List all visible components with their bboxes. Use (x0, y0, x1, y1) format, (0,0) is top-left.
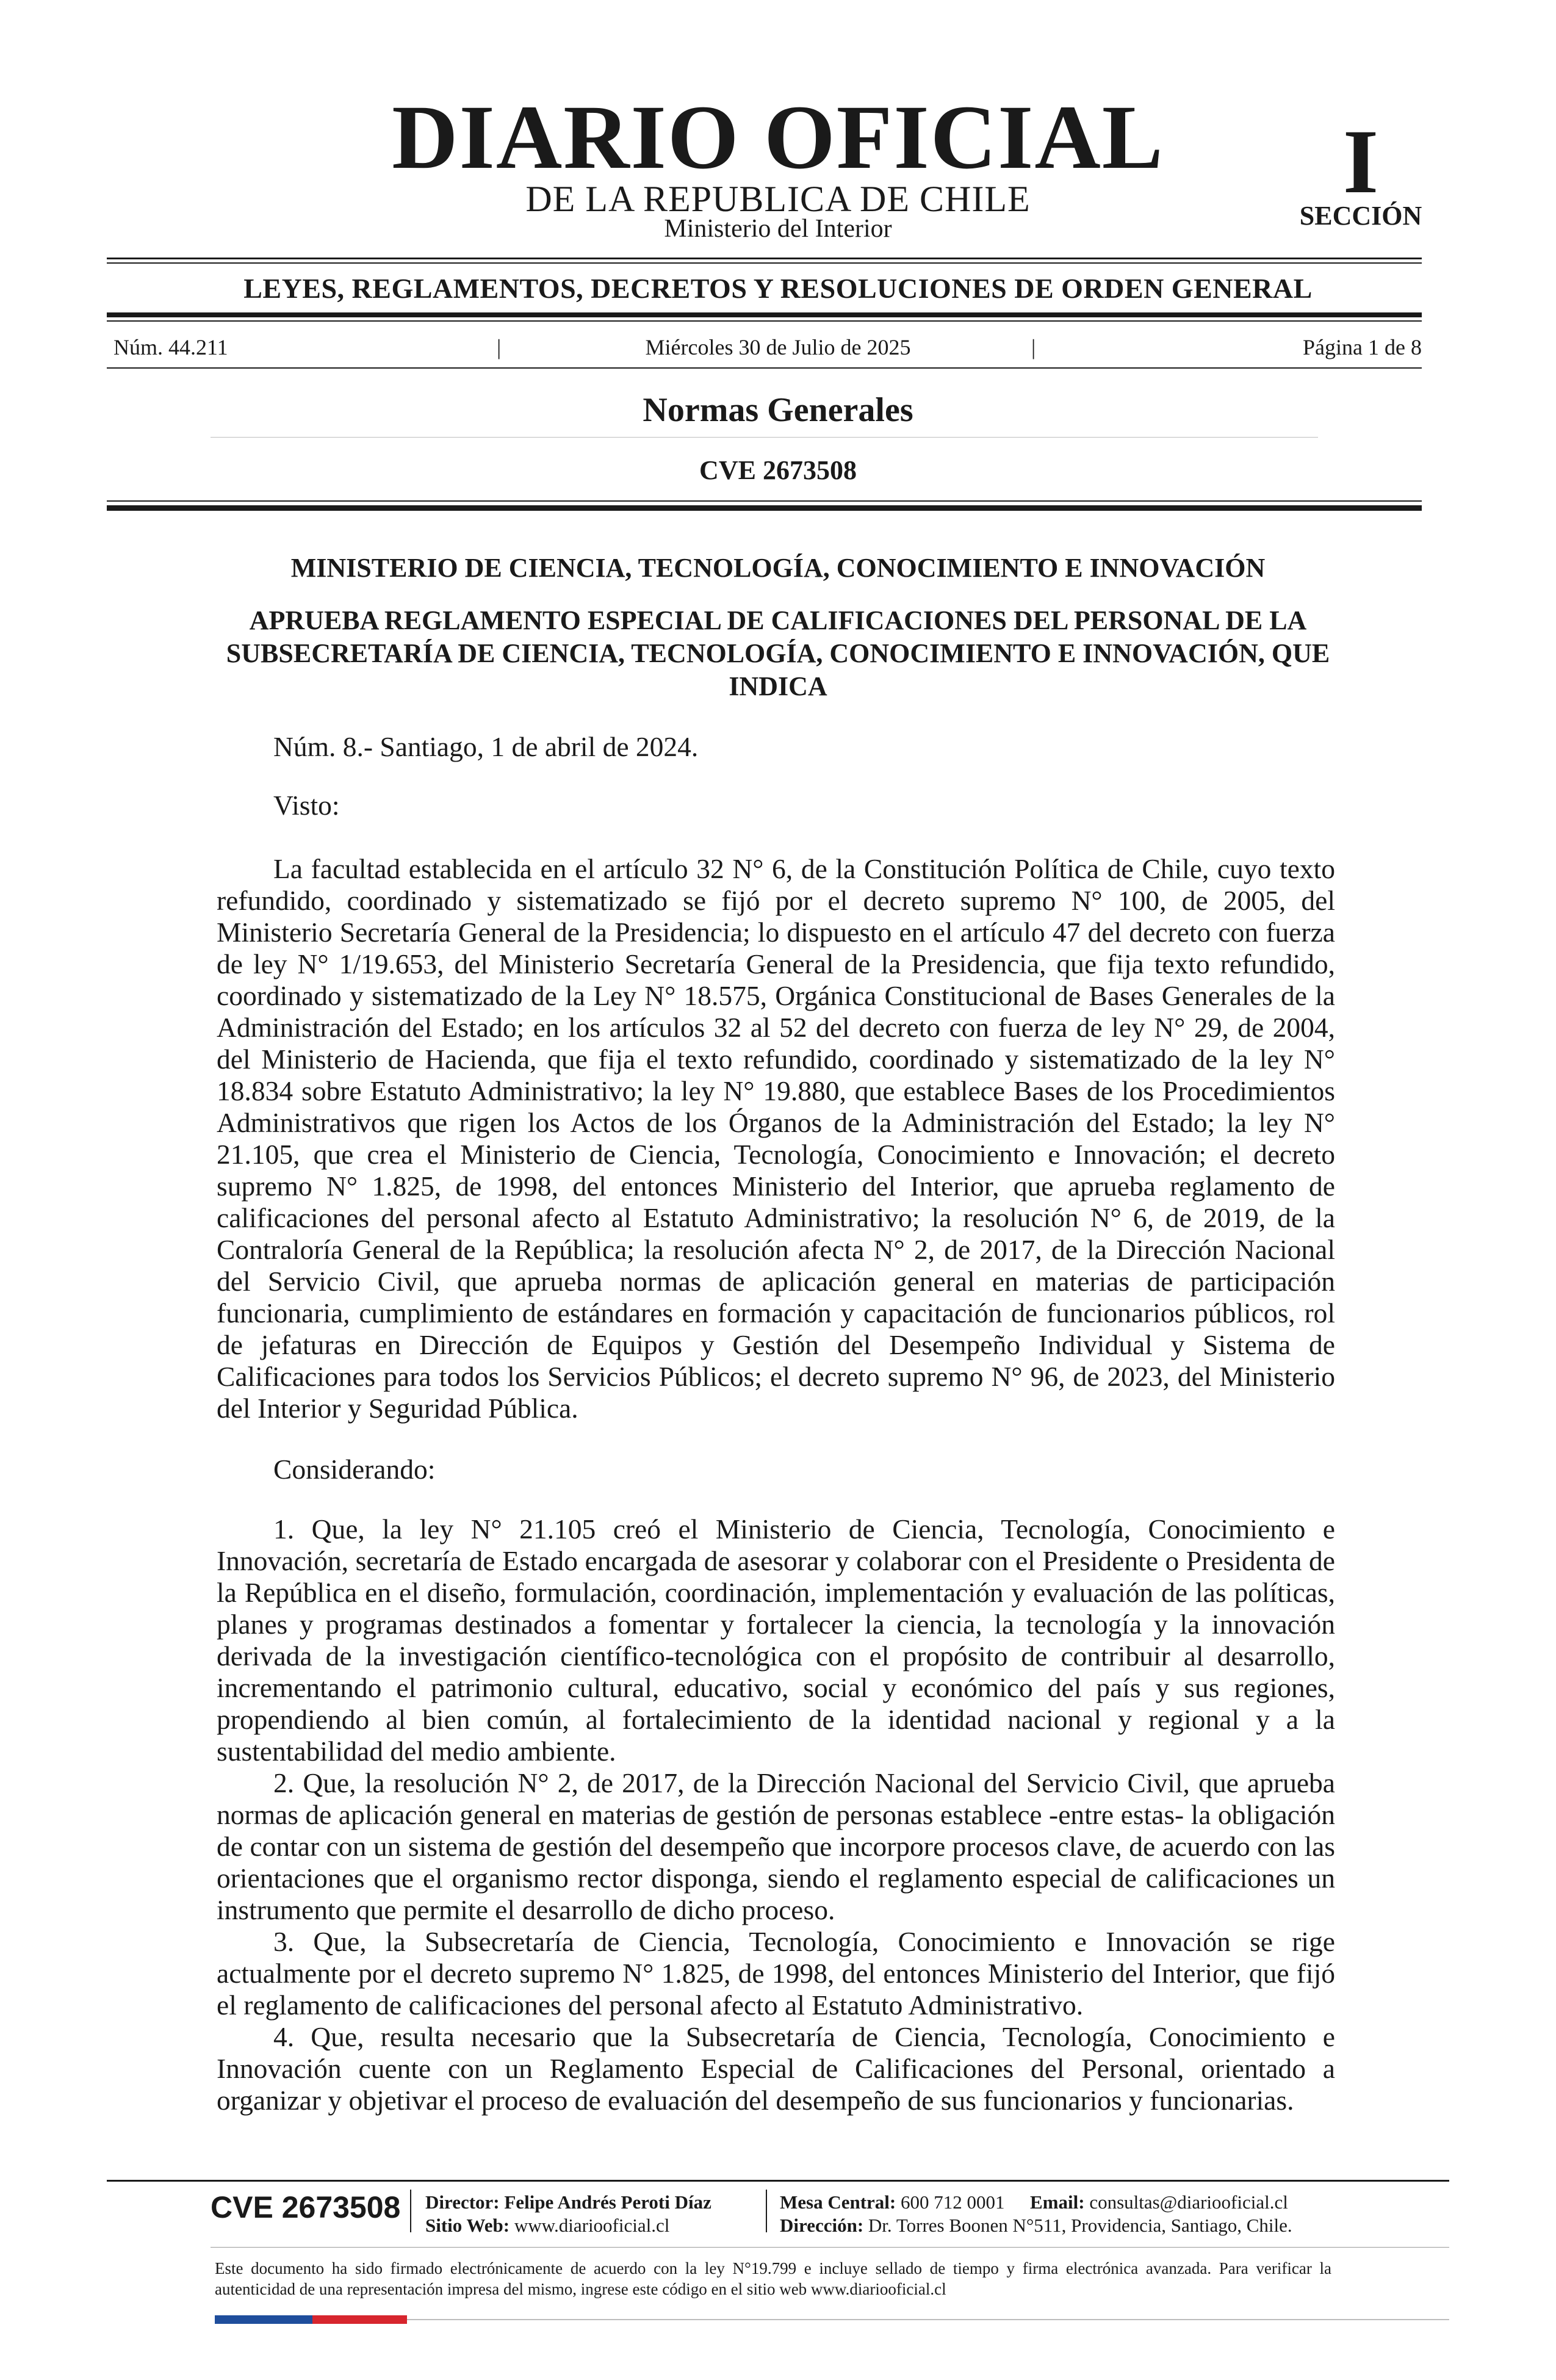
banner-heading: LEYES, REGLAMENTOS, DECRETOS Y RESOLUCIONES DE ORDEN GENERAL (243, 273, 1313, 304)
footer-website-link[interactable]: www.diariooficial.cl (514, 2215, 670, 2236)
ministry-heading: MINISTERIO DE CIENCIA, TECNOLOGÍA, CONOCIMIENTO E INNOVACIÓN (290, 553, 1266, 583)
banner-rule-thin (107, 320, 1422, 322)
masthead-subtitle: DE LA REPUBLICA DE CHILE (525, 179, 1031, 219)
considerando-item: 1. Que, la ley N° 21.105 creó el Ministerio de Ciencia, Tecnología, Conocimiento e Innovación, secretaría de Estado encargada de asesorar y colaborar con el Presidente o Presidenta de la República en el diseño, formulación, coordinación, implementación y evaluación de las políticas, planes y programas destinados a fomentar y fortalecer la ciencia, la tecnología y la innovación derivada de la investigación científico-tecnológica con el propósito de contribuir al desarrollo, incrementando el patrimonio cultural, educativo, social y económico del país y sus regiones, propendiendo al bien común, al fortalecimiento de la identidad nacional y regional y a la sustentabilidad del medio ambiente. (217, 1513, 1335, 1767)
footer-director-name: Felipe Andrés Peroti Díaz (504, 2191, 711, 2213)
cve-code: CVE 2673508 (699, 455, 857, 485)
footer-director-label: Director: (425, 2191, 500, 2213)
footer-rule-bottom (211, 2247, 1449, 2248)
document-title: APRUEBA REGLAMENTO ESPECIAL DE CALIFICACIONES DEL PERSONAL DE LA SUBSECRETARÍA DE CIENCIA, TECNOLOGÍA, CONOCIMIENTO E INNOVACIÓN, QUE INDICA (226, 605, 1330, 701)
section-heading-rule (211, 437, 1318, 438)
decree-line: Núm. 8.- Santiago, 1 de abril de 2024. (273, 731, 699, 762)
footer-address-label: Dirección: (780, 2215, 864, 2236)
footer-signature-note: Este documento ha sido firmado electrónicamente de acuerdo con la ley N°19.799 e incluye sellado de tiempo y firma electrónica avanzada. Para verificar la autenticidad de una representación impresa del mismo, ingrese este código en el sitio web www.diariooficial.cl (215, 2259, 1331, 2298)
section-number: I (1342, 111, 1379, 212)
masthead-title: DIARIO OFICIAL (392, 87, 1164, 188)
considerando-label: Considerando: (273, 1454, 436, 1485)
section-heading: Normas Generales (643, 391, 913, 429)
footer-email-link[interactable]: consultas@diariooficial.cl (1089, 2191, 1288, 2213)
footer-divider-2 (766, 2190, 767, 2232)
footer-address-value: Dr. Torres Boonen N°511, Providencia, Santiago, Chile. (868, 2215, 1292, 2236)
footer-contact (780, 2191, 1288, 2214)
footer-website-label: Sitio Web: (425, 2215, 510, 2236)
infobar-rule (107, 367, 1422, 369)
footer-website (425, 2214, 669, 2237)
footer-cve-code: CVE 2673508 (211, 2190, 401, 2224)
visto-label: Visto: (273, 790, 340, 821)
flag-bar-red (312, 2315, 407, 2324)
footer-rule-final (407, 2319, 1449, 2320)
issue-number: Núm. 44.211 (113, 335, 228, 359)
masthead-rule-bottom (107, 262, 1422, 264)
footer-mesa-label: Mesa Central: (780, 2191, 896, 2213)
considerando-item: 2. Que, la resolución N° 2, de 2017, de la Dirección Nacional del Servicio Civil, que aprueba normas de aplicación general en materias de gestión de personas establece -entre estas- la obligación de contar con un sistema de gestión del desempeño que incorpore procesos clave, de acuerdo con las orientaciones que el organismo rector disponga, siendo el reglamento especial de calificaciones un instrumento que permite el desarrollo de dicho proceso. (217, 1767, 1335, 1925)
footer-rule-top (107, 2180, 1449, 2182)
header-rule-thick (107, 505, 1422, 511)
issue-date: Miércoles 30 de Julio de 2025 (645, 335, 911, 359)
masthead-ministry: Ministerio del Interior (664, 215, 892, 243)
footer-email-label: Email: (1030, 2191, 1085, 2213)
section-label: SECCIÓN (1299, 201, 1422, 231)
masthead-rule-top (107, 258, 1422, 259)
flag-bar-blue (215, 2315, 312, 2324)
page-indicator: Página 1 de 8 (1303, 335, 1422, 359)
infobar-separator-2: | (1031, 335, 1036, 359)
footer-director (425, 2191, 711, 2214)
footer-address (780, 2214, 1292, 2237)
header-rule-thin (107, 500, 1422, 502)
infobar-separator-1: | (497, 335, 502, 359)
visto-paragraph: La facultad establecida en el artículo 32 N° 6, de la Constitución Política de Chile, cuyo texto refundido, coordinado y sistematizado se fijó por el decreto supremo N° 100, de 2005, del Ministerio Secretaría General de la Presidencia; lo dispuesto en el artículo 47 del decreto con fuerza de ley N° 1/19.653, del Ministerio Secretaría General de la Presidencia, que fija texto refundido, coordinado y sistematizado de la Ley N° 18.575, Orgánica Constitucional de Bases Generales de la Administración del Estado; en los artículos 32 al 52 del decreto con fuerza de ley N° 29, de 2004, del Ministerio de Hacienda, que fija el texto refundido, coordinado y sistematizado de la ley N° 18.834 sobre Estatuto Administrativo; la ley N° 19.880, que establece Bases de los Procedimientos Administrativos que rigen los Actos de los Órganos de la Administración del Estado; la ley N° 21.105, que crea el Ministerio de Ciencia, Tecnología, Conocimiento e Innovación; el decreto supremo N° 1.825, de 1998, del entonces Ministerio del Interior, que aprueba reglamento de calificaciones del personal afecto al Estatuto Administrativo; la resolución N° 6, de 2019, de la Contraloría General de la República; la resolución afecta N° 2, de 2017, de la Dirección Nacional del Servicio Civil, que aprueba normas de aplicación general en materias de participación funcionaria, cumplimiento de estándares en formación y capacitación de funcionarios públicos, rol de jefaturas en Dirección de Equipos y Gestión del Desempeño Individual y Sistema de Calificaciones para todos los Servicios Públicos; el decreto supremo N° 96, de 2023, del Ministerio del Interior y Seguridad Pública. (217, 853, 1335, 1424)
footer-mesa-value: 600 712 0001 (901, 2191, 1005, 2213)
banner-rule-thick (107, 312, 1422, 317)
considerando-item: 3. Que, la Subsecretaría de Ciencia, Tecnología, Conocimiento e Innovación se rige actualmente por el decreto supremo N° 1.825, de 1998, del entonces Ministerio del Interior, que fijó el reglamento de calificaciones del personal afecto al Estatuto Administrativo. (217, 1926, 1335, 2021)
footer-divider-1 (410, 2190, 411, 2232)
considerando-item: 4. Que, resulta necesario que la Subsecretaría de Ciencia, Tecnología, Conocimiento e Innovación cuente con un Reglamento Especial de Calificaciones del Personal, orientado a organizar y objetivar el proceso de evaluación del desempeño de sus funcionarios y funcionarias. (217, 2021, 1335, 2116)
